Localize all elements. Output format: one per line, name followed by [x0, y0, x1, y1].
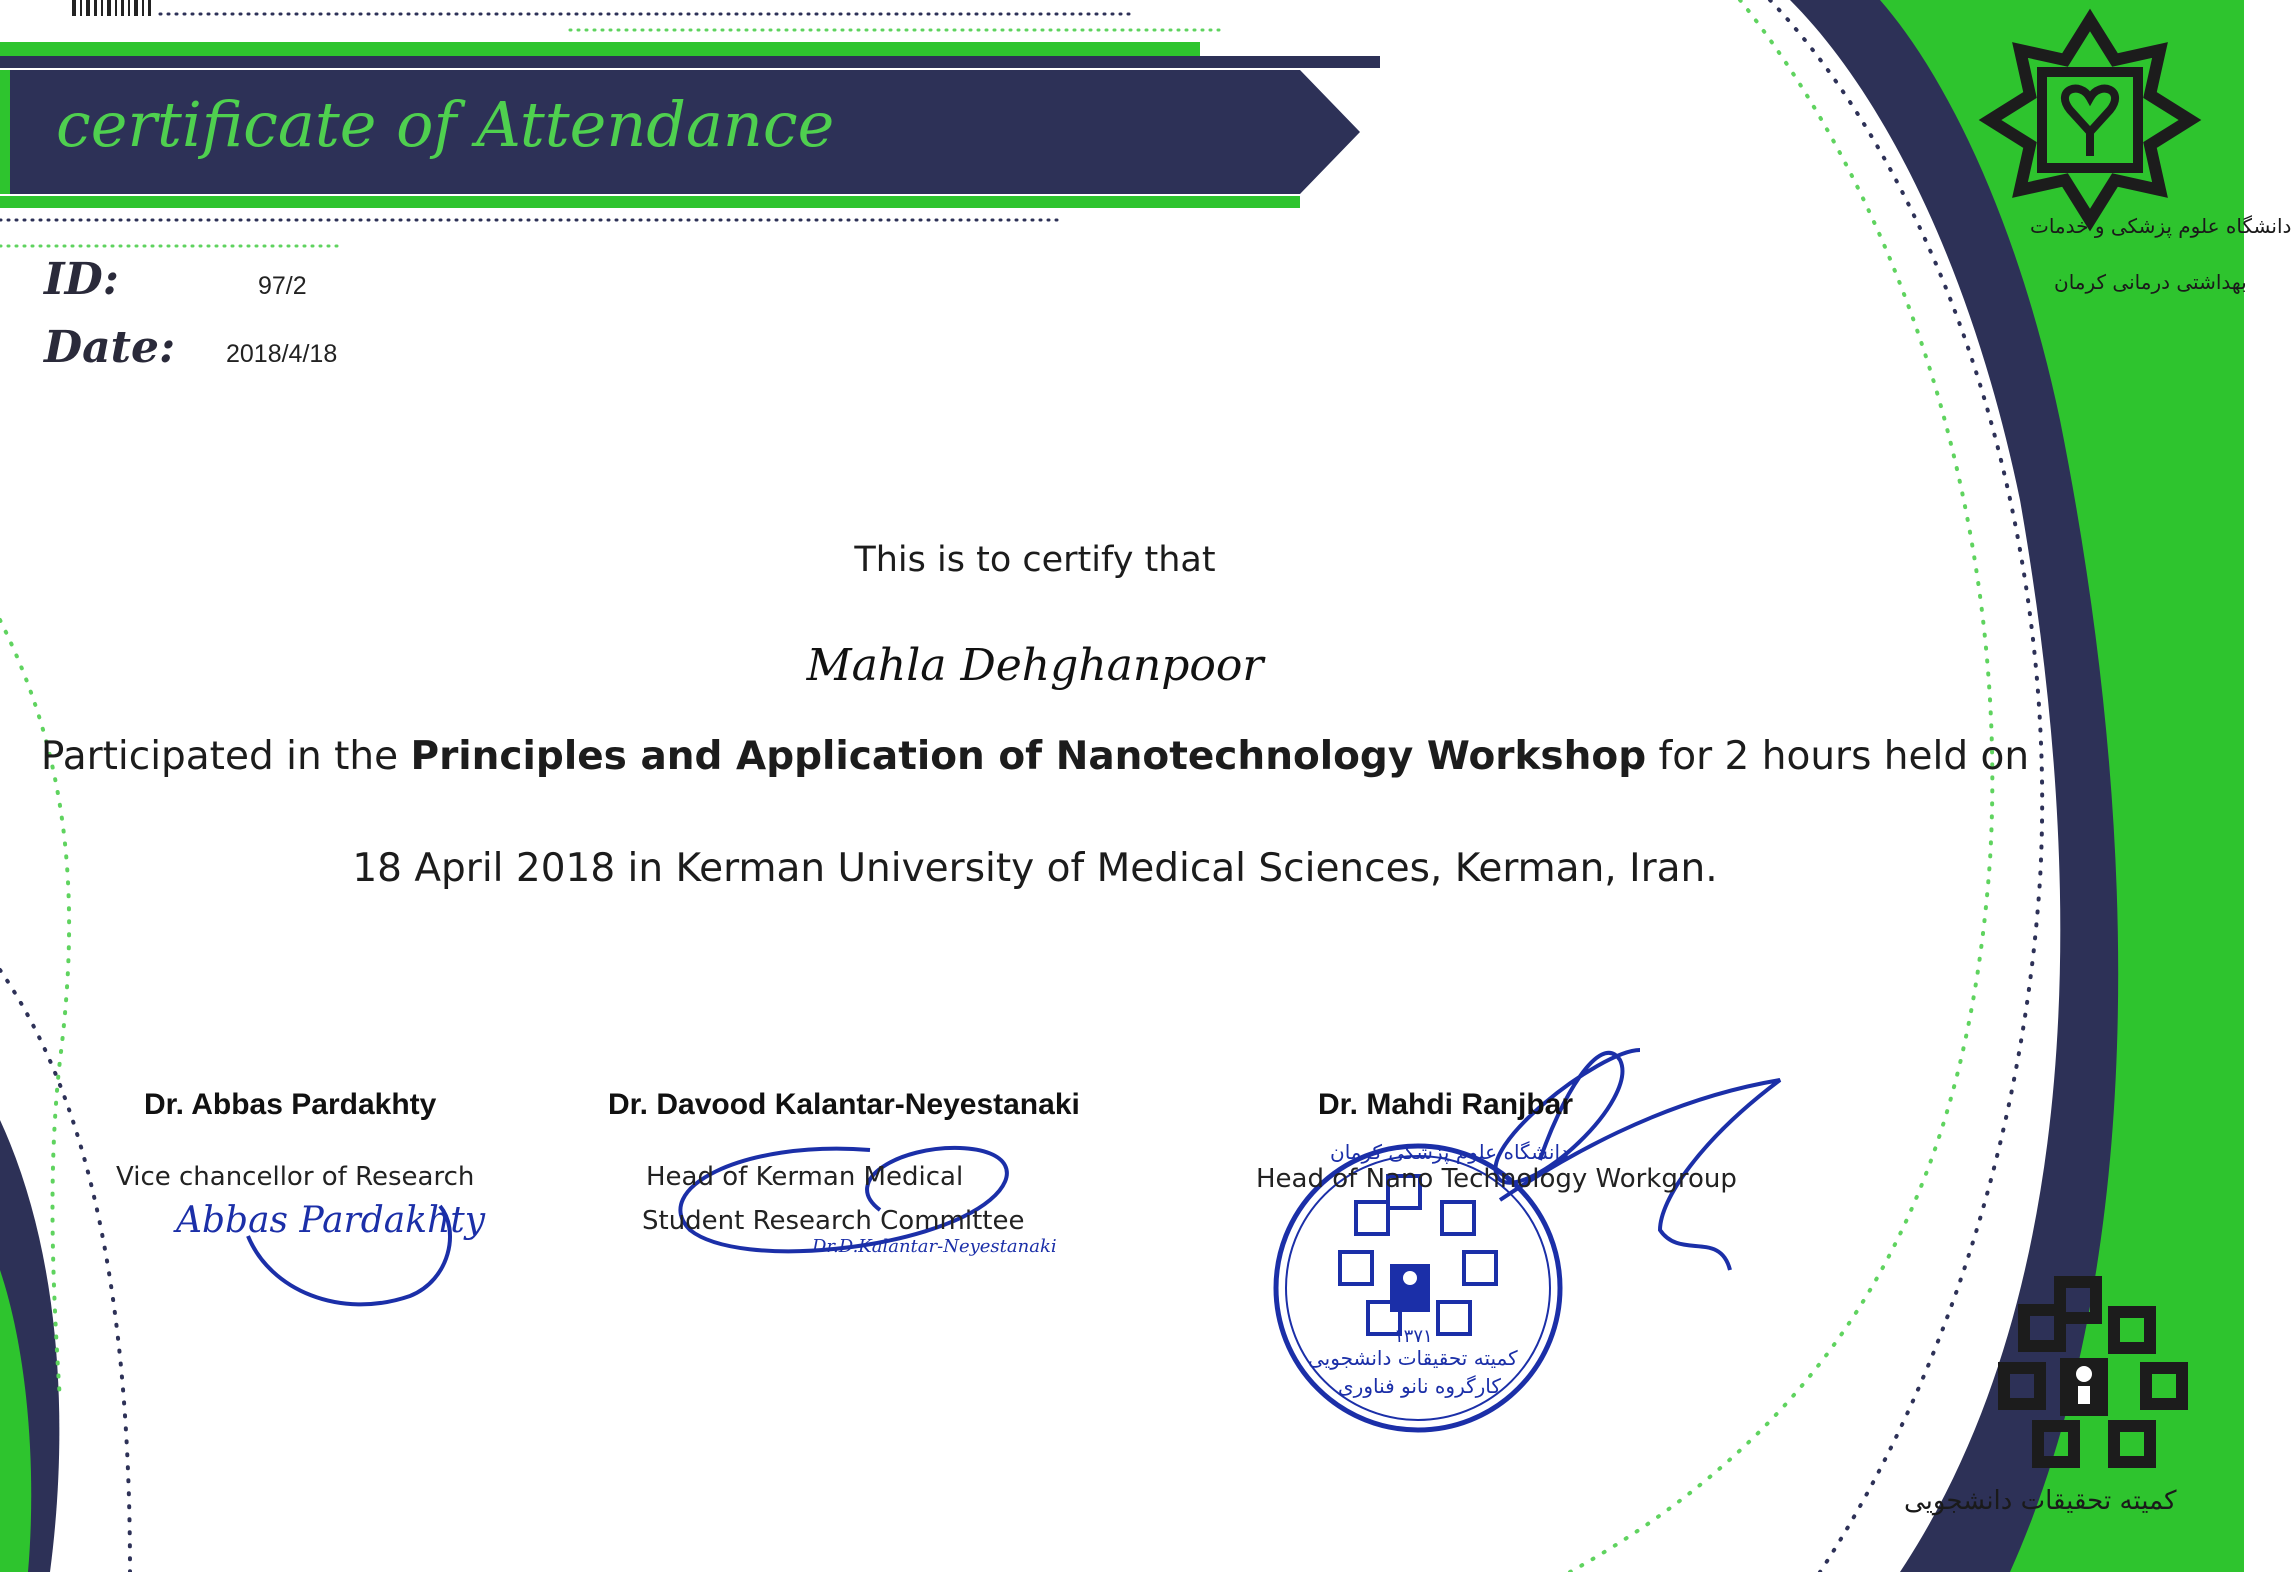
date-value: 2018/4/18 — [226, 340, 338, 368]
participation-prefix: Participated in the — [40, 734, 411, 779]
university-name-line2: بهداشتی درمانی کرمان — [2054, 270, 2247, 294]
stamp-year: ۱۳۷۱ — [1394, 1326, 1433, 1347]
certificate-title: certificate of Attendance — [56, 88, 835, 161]
signature-text-pardakhty: Abbas Pardakhty — [176, 1200, 486, 1241]
id-label: ID: — [44, 254, 119, 305]
id-value: 97/2 — [258, 272, 307, 300]
committee-name: کمیته تحقیقات دانشجویی — [1904, 1486, 2177, 1516]
signatory-name-2: Dr. Davood Kalantar-Neyestanaki — [608, 1088, 1080, 1121]
workshop-title: Principles and Application of Nanotechnology Workshop — [410, 734, 1647, 779]
university-name-line1: دانشگاه علوم پزشکی و خدمات — [2030, 214, 2291, 238]
stamp-text-bottom: کارگروه نانو فناوری — [1338, 1374, 1501, 1398]
signatory-role-1: Vice chancellor of Research — [116, 1162, 475, 1192]
stamp-text-middle: کمیته تحقیقات دانشجویی — [1308, 1346, 1518, 1370]
certify-intro: This is to certify that — [854, 540, 1216, 580]
signatory-role-2-line1: Head of Kerman Medical — [646, 1162, 964, 1192]
stamp-text-top: دانشگاه علوم پزشکی کرمان — [1330, 1140, 1569, 1164]
participation-suffix: for 2 hours held on — [1646, 734, 2030, 779]
barcode-icon — [72, 0, 151, 16]
signatory-name-3: Dr. Mahdi Ranjbar — [1318, 1088, 1574, 1121]
signatory-role-3: Head of Nano Technology Workgroup — [1256, 1164, 1737, 1194]
signatory-role-2-line2: Student Research Committee — [642, 1206, 1025, 1236]
event-details: 18 April 2018 in Kerman University of Medical Sciences, Kerman, Iran. — [352, 846, 1718, 891]
date-label: Date: — [44, 322, 176, 373]
participation-line — [0, 734, 2070, 779]
signatory-name-1: Dr. Abbas Pardakhty — [144, 1088, 437, 1121]
recipient-name: Mahla Dehghanpoor — [806, 640, 1264, 691]
signature-text-kalantar: Dr.D.Kalantar-Neyestanaki — [812, 1236, 1057, 1257]
